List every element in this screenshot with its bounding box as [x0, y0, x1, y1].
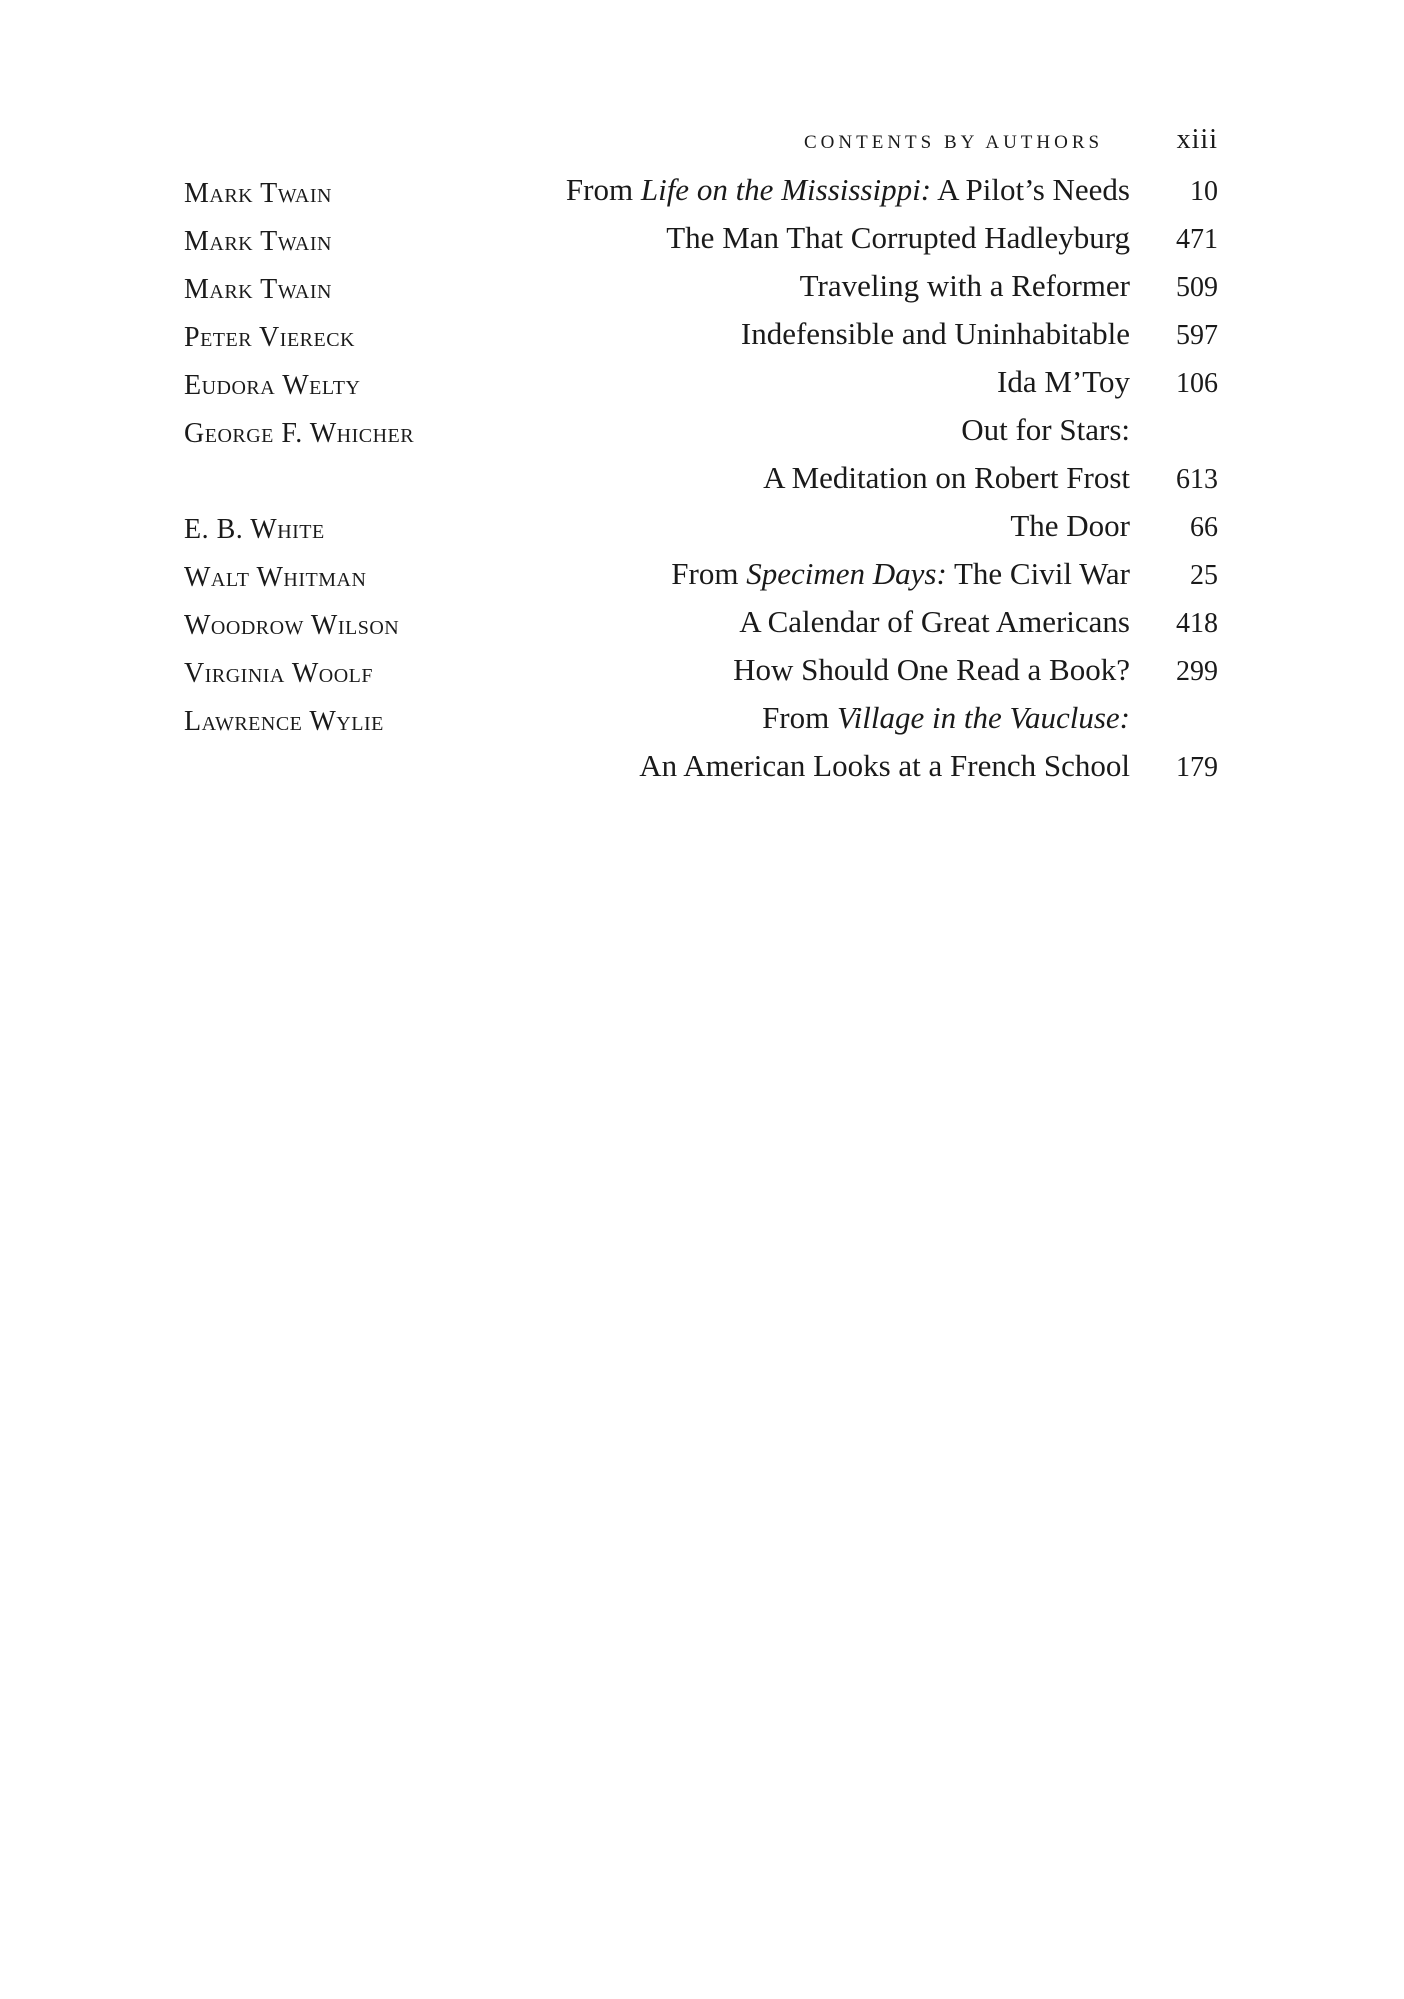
entry-author: George F. Whicher	[184, 418, 415, 449]
entry-page-number: 418	[1176, 608, 1218, 639]
toc-entry[interactable]	[184, 554, 1218, 602]
running-head-section-title: CONTENTS BY AUTHORS	[804, 132, 1104, 153]
entry-title: Traveling with a Reformer	[799, 268, 1130, 303]
entry-author: Walt Whitman	[184, 562, 367, 593]
entry-author: Mark Twain	[184, 274, 332, 305]
toc-entry[interactable]	[184, 650, 1218, 698]
entry-title: The Man That Corrupted Hadleyburg	[666, 220, 1130, 255]
running-head	[804, 124, 1218, 156]
entry-page-number: 299	[1176, 656, 1218, 687]
entry-title: Ida M’Toy	[997, 364, 1130, 399]
entry-author: Woodrow Wilson	[184, 610, 400, 641]
entry-author: E. B. White	[184, 514, 325, 545]
toc-entry[interactable]	[184, 698, 1218, 794]
entry-page-number: 613	[1176, 464, 1218, 495]
entry-author: Mark Twain	[184, 226, 332, 257]
page-number-roman: xiii	[1176, 124, 1218, 155]
entry-author: Virginia Woolf	[184, 658, 374, 689]
entry-page-number: 106	[1176, 368, 1218, 399]
entry-title: How Should One Read a Book?	[733, 652, 1130, 687]
entry-title-line-1: Out for Stars:	[961, 412, 1130, 447]
entry-title-line-2: A Meditation on Robert Frost	[763, 460, 1130, 495]
entry-author: Peter Viereck	[184, 322, 355, 353]
toc-entry[interactable]	[184, 410, 1218, 506]
toc-entry[interactable]	[184, 602, 1218, 650]
toc-entry[interactable]	[184, 506, 1218, 554]
entry-page-number: 10	[1190, 176, 1218, 207]
entry-title-line-2: An American Looks at a French School	[639, 748, 1130, 783]
entry-author: Mark Twain	[184, 178, 332, 209]
entry-title: From Specimen Days: The Civil War	[671, 556, 1130, 591]
toc-entry[interactable]	[184, 266, 1218, 314]
entry-author: Eudora Welty	[184, 370, 361, 401]
entry-title: Indefensible and Uninhabitable	[740, 316, 1130, 351]
toc-entry[interactable]	[184, 218, 1218, 266]
entry-page-number: 471	[1176, 224, 1218, 255]
entry-page-number: 66	[1190, 512, 1218, 543]
entry-author: Lawrence Wylie	[184, 706, 384, 737]
entry-title: A Calendar of Great Americans	[739, 604, 1130, 639]
toc-entry[interactable]	[184, 314, 1218, 362]
contents-list	[184, 170, 1218, 794]
toc-entry[interactable]	[184, 362, 1218, 410]
toc-entry[interactable]	[184, 170, 1218, 218]
entry-title: From Life on the Mississippi: A Pilot’s Needs	[565, 172, 1130, 207]
entry-page-number: 179	[1176, 752, 1218, 783]
entry-page-number: 25	[1190, 560, 1218, 591]
entry-page-number: 597	[1176, 320, 1218, 351]
entry-title: The Door	[1010, 508, 1130, 543]
entry-page-number: 509	[1176, 272, 1218, 303]
entry-title-line-1: From Village in the Vaucluse:	[762, 700, 1130, 735]
